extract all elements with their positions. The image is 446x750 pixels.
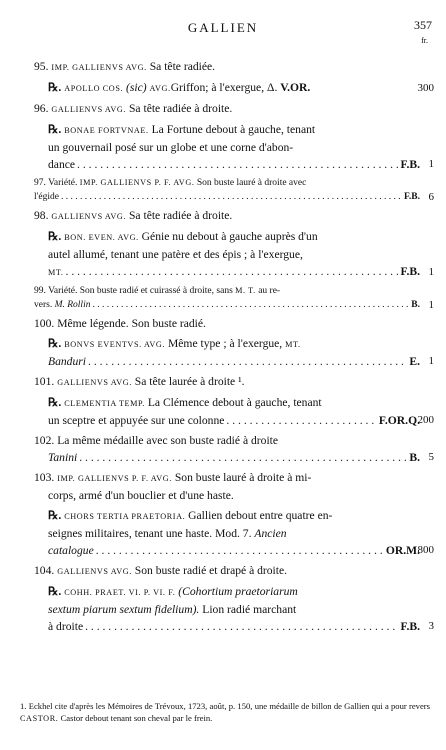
entry-103: 103. IMP. GALLIENVS P. F. AVG. Son buste lauré à droite à mi- corps, armé d'un bouclier et d'une haste. [34,471,312,502]
price: 1 [428,355,434,367]
price-unit-label: fr. [421,36,428,45]
grade: F.B. [400,265,420,278]
price: 1 [428,266,434,278]
entry-102: 102. La même médaille avec son buste radié à droite Tanini . . . B. 5 [34,432,420,466]
catalogue-entries [34,58,434,638]
price: 200 [417,414,434,426]
grade: F.B. [403,192,420,202]
page-number: 357 [414,18,432,32]
grade: B. [411,300,420,310]
grade: E. [409,355,420,368]
entry-103-reverse: ℞. CHORS TERTIA PRAETORIA. Gallien debout entre quatre en- seignes militaires, tenant une haste. Mod. 7. Ancien catalogue . . . OR.M. 800 [34,507,420,559]
entry-96-reverse: ℞. BONAE FORTVNAE. La Fortune debout à gauche, tenant un gouvernail posé sur un globe et une corne d'abon- dance . . . F.B. 1 [34,121,420,173]
price: 5 [428,451,434,463]
running-title: GALLIEN [187,20,259,35]
price: 300 [417,82,434,94]
entry-100-reverse: ℞. BONVS EVENTVS. AVG. Même type ; à l'exergue, MT. Banduri . . . E. 1 [34,335,420,370]
grade: V.OR. [280,81,311,94]
entry-104-reverse: ℞. COHH. PRAET. VI. P. VI. F. (Cohortium praetoriarum sextum piarum sextum fidelium). Lion radié marchant à droite . . . F.B. 3 [34,583,420,635]
entry-97: 97. Variété. IMP. GALLIENVS P. F. AVG. Son buste lauré à droite avec l'égide . . . F.B. 6 [34,176,420,204]
entry-104: 104. GALLIENVS AVG. Son buste radié et drapé à droite. [34,564,288,577]
price: 1 [428,158,434,170]
grade: B. [409,451,420,464]
grade: F.B. [400,158,420,171]
page-header [0,18,446,45]
price: 800 [417,544,434,556]
entry-99: 99. Variété. Son buste radié et cuirassé à droite, sans M. T. au re- vers. M. Rollin . . . B. 1 [34,284,420,312]
entry-101: 101. GALLIENVS AVG. Sa tête laurée à droite ¹. [34,375,245,388]
entry-95-reverse: ℞. APOLLO COS. (sic) AVG. Griffon; à l'exergue, Δ. V.OR. 300 [34,79,420,97]
price: 3 [428,620,434,632]
entry-95: 95. IMP. GALLIENVS AVG. Sa tête radiée. [34,60,216,73]
footnote: 1. Eckhel cite d'après les Mémoires de Trévoux, 1723, août, p. 150, une médaille de billon de Gallien qui a pour revers CASTOR. Castor debout tenant son cheval par le frein. [20,701,430,723]
entry-98: 98. GALLIENVS AVG. Sa tête radiée à droite. [34,209,233,222]
entry-98-reverse: ℞. BON. EVEN. AVG. Génie nu debout à gauche auprès d'un autel allumé, tenant une patère et des épis ; à l'exergue, MT. . . . F.B. 1 [34,228,420,281]
entry-101-reverse: ℞. CLEMENTIA TEMP. La Clémence debout à gauche, tenant un sceptre et appuyée sur une colonne . . . F.OR.Q. 200 [34,394,420,429]
grade: F.OR.Q. [378,414,420,427]
price: 6 [428,191,434,203]
grade: F.B. [400,620,420,633]
grade: OR.M. [385,544,420,557]
price: 1 [428,299,434,311]
entry-100: 100. Même légende. Son buste radié. [34,317,206,330]
entry-96: 96. GALLIENVS AVG. Sa tête radiée à droite. [34,102,233,115]
